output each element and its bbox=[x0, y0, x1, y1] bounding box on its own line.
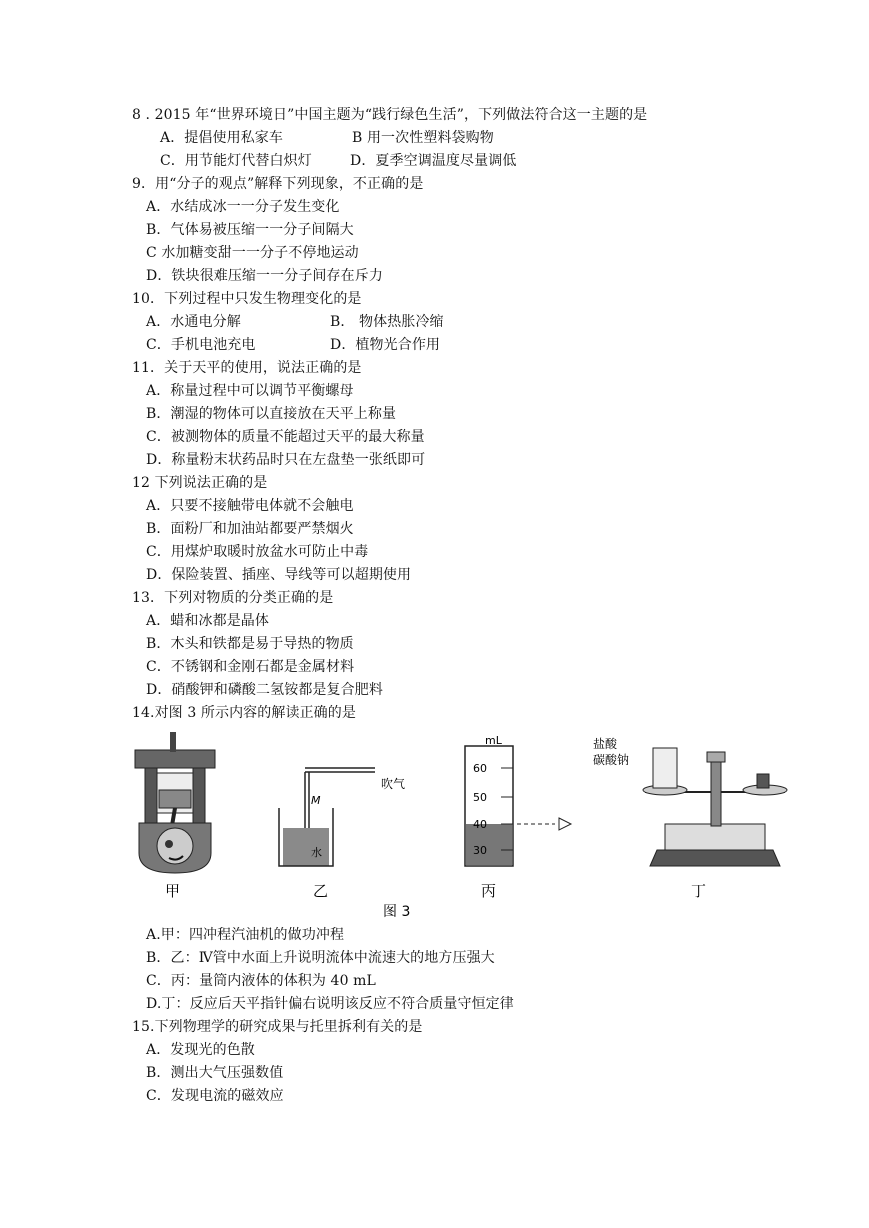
cylinder-tick-40: 40 bbox=[473, 818, 487, 831]
question-13-option-d: D．硝酸钾和磷酸二氢铵都是复合肥料 bbox=[146, 682, 383, 698]
question-11-option-d: D．称量粉末状药品时只在左盘垫一张纸即可 bbox=[146, 452, 426, 468]
question-10-option-a: A．水通电分解 bbox=[146, 314, 241, 330]
label-yi: 乙 bbox=[313, 882, 329, 900]
question-14-option-c: C．丙：量筒内液体的体积为 40 mL bbox=[146, 973, 376, 989]
question-9-option-c: C 水加糖变甜一一分子不停地运动 bbox=[146, 245, 359, 261]
question-10-option-c: C．手机电池充电 bbox=[146, 337, 256, 353]
question-12-option-a: A．只要不接触带电体就不会触电 bbox=[146, 498, 354, 514]
blow-label: 吹气 bbox=[381, 777, 406, 791]
engine-diagram bbox=[135, 732, 215, 873]
question-8-option-a: A．提倡使用私家车 bbox=[160, 130, 284, 146]
cylinder-tick-50: 50 bbox=[473, 791, 487, 804]
question-13-option-c: C．不锈钢和金刚石都是金属材料 bbox=[146, 659, 355, 675]
question-11-option-a: A．称量过程中可以调节平衡螺母 bbox=[146, 383, 354, 399]
cylinder-diagram bbox=[465, 734, 571, 866]
question-12-option-b: B．面粉厂和加油站都要严禁烟火 bbox=[146, 521, 354, 537]
question-15-option-a: A．发现光的色散 bbox=[146, 1042, 255, 1058]
question-14-option-b: B．乙：Ⅳ管中水面上升说明流体中流速大的地方压强大 bbox=[146, 950, 495, 966]
question-8-option-d: D．夏季空调温度尽量调低 bbox=[350, 153, 517, 169]
question-11-stem: 11．关于天平的使用，说法正确的是 bbox=[132, 360, 362, 376]
question-15-option-b: B．测出大气压强数值 bbox=[146, 1065, 284, 1081]
question-14-stem: 14.对图 3 所示内容的解读正确的是 bbox=[132, 705, 356, 721]
question-15-option-c: C．发现电流的磁效应 bbox=[146, 1088, 284, 1104]
label-bing: 丙 bbox=[481, 882, 497, 900]
figure-3 bbox=[125, 728, 805, 924]
beaker-diagram bbox=[279, 768, 405, 866]
sodium-carbonate-label: 碳酸钠 bbox=[593, 753, 630, 767]
question-9-option-b: B．气体易被压缩一一分子间隔大 bbox=[146, 222, 354, 238]
question-13-option-b: B．木头和铁都是易于导热的物质 bbox=[146, 636, 354, 652]
hcl-label: 盐酸 bbox=[593, 737, 618, 751]
question-12-stem: 12 下列说法正确的是 bbox=[132, 475, 268, 491]
question-14-option-d: D.丁：反应后天平指针偏右说明该反应不符合质量守恒定律 bbox=[146, 996, 514, 1012]
question-12-option-c: C．用煤炉取暖时放盆水可防止中毒 bbox=[146, 544, 369, 560]
question-11-option-c: C．被测物体的质量不能超过天平的最大称量 bbox=[146, 429, 425, 445]
question-9-option-d: D．铁块很难压缩一一分子间存在斥力 bbox=[146, 268, 383, 284]
cylinder-tick-60: 60 bbox=[473, 762, 487, 775]
label-ding: 丁 bbox=[691, 882, 707, 900]
question-11-option-b: B．潮湿的物体可以直接放在天平上称量 bbox=[146, 406, 397, 422]
question-10-option-d: D．植物光合作用 bbox=[330, 337, 441, 353]
question-8-option-c: C．用节能灯代替白炽灯 bbox=[160, 153, 312, 169]
question-13-option-a: A．蜡和冰都是晶体 bbox=[146, 613, 270, 629]
label-jia: 甲 bbox=[165, 882, 181, 900]
water-label: 水 bbox=[311, 846, 322, 859]
balance-diagram bbox=[593, 736, 787, 866]
question-14-option-a: A.甲：四冲程汽油机的做功冲程 bbox=[146, 927, 345, 943]
question-8-option-b: B 用一次性塑料袋购物 bbox=[352, 130, 494, 146]
question-9-option-a: A．水结成冰一一分子发生变化 bbox=[146, 199, 340, 215]
question-8-stem: 8 . 2015 年“世界环境日”中国主题为“践行绿色生活”，下列做法符合这一主题的是 bbox=[132, 107, 648, 123]
question-15-stem: 15.下列物理学的研究成果与托里拆利有关的是 bbox=[132, 1019, 423, 1035]
cylinder-tick-30: 30 bbox=[473, 844, 487, 857]
tube-label: M bbox=[311, 794, 321, 807]
question-9-stem: 9．用“分子的观点”解释下列现象，不正确的是 bbox=[132, 176, 424, 192]
figure-caption: 图 3 bbox=[383, 904, 411, 920]
cylinder-unit: mL bbox=[485, 734, 502, 747]
question-10-stem: 10．下列过程中只发生物理变化的是 bbox=[132, 291, 362, 307]
question-10-option-b: B． 物体热胀冷缩 bbox=[330, 314, 444, 330]
question-12-option-d: D．保险装置、插座、导线等可以超期使用 bbox=[146, 567, 412, 583]
question-13-stem: 13．下列对物质的分类正确的是 bbox=[132, 590, 334, 606]
